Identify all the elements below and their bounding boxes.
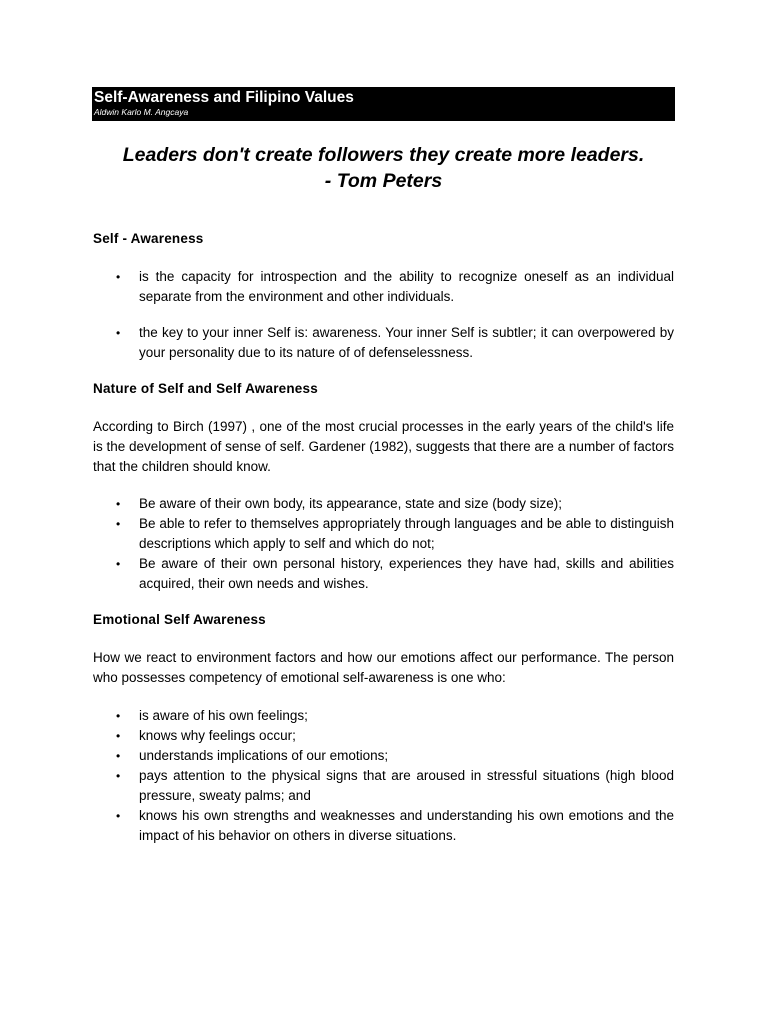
list-item-text: Be able to refer to themselves appropriately through languages and be able to distinguish descriptions which apply to self and which do not; [139,516,674,551]
emotional-list [93,706,674,846]
bullet-icon: • [116,809,121,823]
list-item [93,554,674,594]
bullet-icon: • [116,729,121,743]
bullet-icon: • [116,749,121,763]
list-item [93,706,674,726]
list-item-text: knows his own strengths and weaknesses and understanding his own emotions and the impact of his behavior on others in diverse situations. [139,808,674,843]
heading-self-awareness: Self - Awareness [93,231,204,246]
bullet-icon: • [116,270,121,284]
heading-nature-of-self: Nature of Self and Self Awareness [93,381,318,396]
list-item-text: understands implications of our emotions; [139,748,389,763]
list-item-text: Be aware of their own personal history, experiences they have had, skills and abilities acquired, their own needs and wishes. [139,556,674,591]
quote-attribution: - Tom Peters [324,170,443,192]
title-banner [92,87,675,121]
list-item [93,746,674,766]
list-item-text: is the capacity for introspection and the ability to recognize oneself as an individual separate from the environment and other individuals. [139,269,674,304]
self-awareness-list [93,267,674,379]
bullet-icon: • [116,497,121,511]
list-item [93,766,674,806]
list-item [93,323,674,363]
list-item-text: the key to your inner Self is: awareness. Your inner Self is subtler; it can overpowered by your personality due to its nature of of defenselessness. [139,325,674,360]
bullet-icon: • [116,557,121,571]
list-item [93,494,674,514]
list-item-text: knows why feelings occur; [139,728,296,743]
list-item [93,514,674,554]
list-item [93,267,674,307]
document-title: Self-Awareness and Filipino Values [94,89,354,106]
bullet-icon: • [116,326,121,340]
quote-text: Leaders don't create followers they create more leaders. [122,144,645,166]
list-item [93,726,674,746]
emotional-paragraph: How we react to environment factors and how our emotions affect our performance. The person who possesses competency of emotional self-awareness is one who: [93,650,674,685]
list-item-text: pays attention to the physical signs that are aroused in stressful situations (high blood pressure, sweaty palms; and [139,768,674,803]
bullet-icon: • [116,709,121,723]
bullet-icon: • [116,769,121,783]
document-author: Aldwin Karlo M. Angcaya [94,107,189,117]
list-item-text: is aware of his own feelings; [139,708,308,723]
nature-paragraph: According to Birch (1997) , one of the most crucial processes in the early years of the child's life is the development of sense of self. Gardener (1982), suggests that there are a number of factors that the children should know. [93,419,674,474]
list-item-text: Be aware of their own body, its appearance, state and size (body size); [139,496,562,511]
epigraph-quote [92,142,675,194]
bullet-icon: • [116,517,121,531]
heading-emotional-self-awareness: Emotional Self Awareness [93,612,266,627]
list-item [93,806,674,846]
nature-list [93,494,674,594]
